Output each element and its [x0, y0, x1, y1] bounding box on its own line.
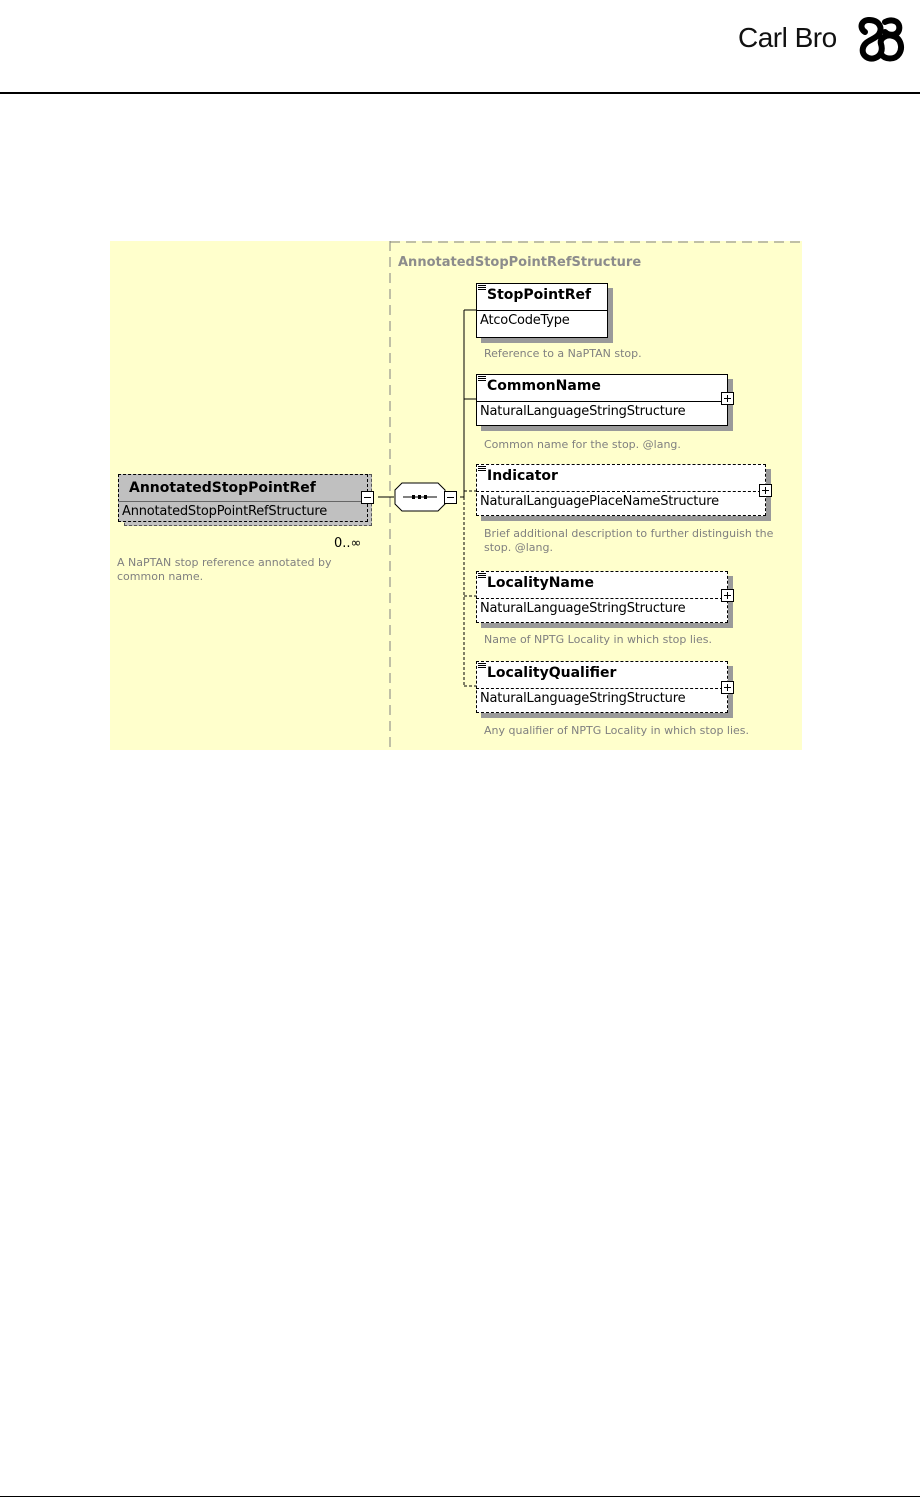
schema-diagram [110, 241, 802, 750]
element-type: NaturalLanguageStringStructure [480, 601, 686, 616]
expand-icon[interactable] [759, 484, 772, 497]
structure-title: AnnotatedStopPointRefStructure [398, 255, 642, 270]
expand-icon[interactable] [721, 392, 734, 405]
element-content-icon [478, 466, 486, 472]
element-description: Name of NPTG Locality in which stop lies. [484, 633, 712, 646]
element-type: NaturalLanguageStringStructure [480, 404, 686, 419]
element-divider [476, 491, 766, 492]
expand-icon[interactable] [721, 589, 734, 602]
expand-icon[interactable] [721, 681, 734, 694]
element-type: NaturalLanguagePlaceNameStructure [480, 494, 719, 509]
root-element-type: AnnotatedStopPointRefStructure [122, 504, 328, 519]
element-content-icon [478, 376, 486, 382]
element-description: Brief additional description to further distinguish the stop. @lang. [484, 527, 774, 554]
element-indicator[interactable] [476, 464, 766, 516]
element-stop-point-ref[interactable] [476, 283, 608, 338]
element-locality-qualifier[interactable] [476, 661, 728, 713]
element-name: StopPointRef [487, 287, 592, 303]
carl-bro-logo [738, 14, 908, 62]
sequence-compositor-icon[interactable] [394, 482, 446, 512]
element-locality-name[interactable] [476, 571, 728, 623]
brand-name: Carl Bro [738, 22, 837, 53]
sequence-collapse-icon[interactable] [444, 491, 457, 504]
header-rule [0, 92, 920, 94]
root-element-name: AnnotatedStopPointRef [129, 480, 316, 496]
root-collapse-icon[interactable] [361, 491, 374, 504]
element-content-icon [478, 285, 486, 291]
root-element[interactable] [118, 474, 372, 526]
root-element-divider [118, 501, 372, 502]
element-description: Reference to a NaPTAN stop. [484, 347, 642, 360]
element-name: LocalityName [487, 575, 594, 591]
element-name: LocalityQualifier [487, 665, 617, 681]
element-name: Indicator [487, 468, 558, 484]
element-type: AtcoCodeType [480, 313, 570, 328]
element-divider [476, 310, 608, 311]
root-occurrence: 0..∞ [334, 536, 362, 551]
element-description: Any qualifier of NPTG Locality in which stop lies. [484, 724, 750, 737]
element-divider [476, 598, 728, 599]
footer-rule [0, 1496, 920, 1497]
root-description: A NaPTAN stop reference annotated by common name. [117, 556, 332, 583]
element-common-name[interactable] [476, 374, 728, 426]
carl-bro-knot-icon [855, 14, 907, 62]
element-divider [476, 401, 728, 402]
element-divider [476, 688, 728, 689]
element-description: Common name for the stop. @lang. [484, 438, 681, 451]
element-content-icon [478, 573, 486, 579]
element-content-icon [478, 663, 486, 669]
element-name: CommonName [487, 378, 601, 394]
element-type: NaturalLanguageStringStructure [480, 691, 686, 706]
